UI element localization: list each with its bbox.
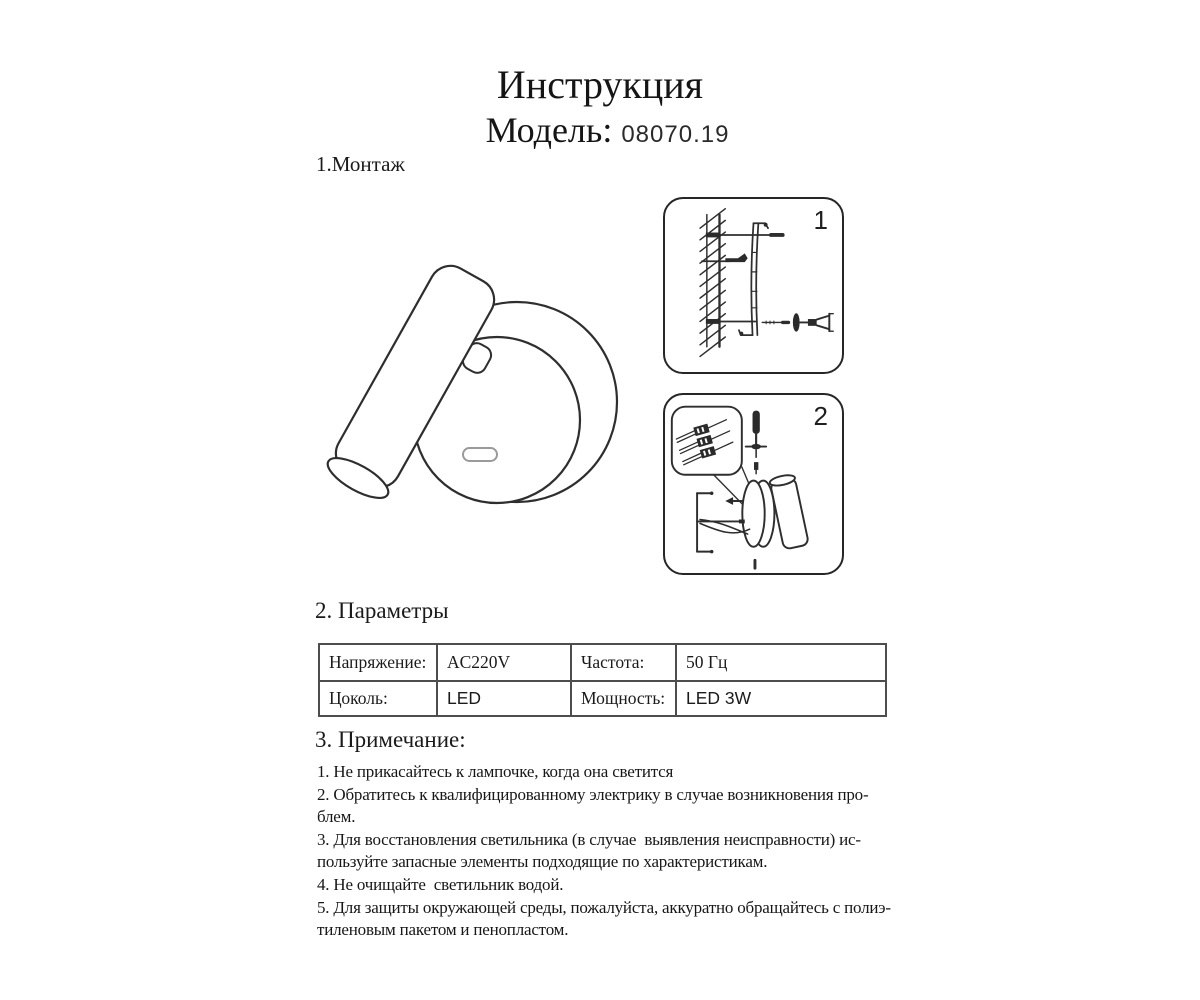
table-row bbox=[319, 681, 886, 716]
model-line bbox=[0, 110, 1200, 155]
param-value-frequency: 50 Гц bbox=[676, 644, 886, 681]
instruction-title: Инструкция bbox=[496, 62, 704, 107]
wall-section bbox=[700, 209, 725, 357]
wall-lamp-illustration bbox=[305, 245, 635, 520]
parameters-table bbox=[318, 643, 887, 717]
model-number: 08070.19 bbox=[621, 121, 730, 148]
param-label-power: Мощность: bbox=[571, 681, 676, 716]
screwdriver-icon bbox=[746, 411, 766, 474]
param-label-frequency: Частота: bbox=[571, 644, 676, 681]
wall-plug-assembly bbox=[762, 313, 833, 331]
mounting-step-2-figure bbox=[663, 393, 844, 575]
notes-section bbox=[317, 761, 957, 942]
figure-number-1: 1 bbox=[813, 205, 828, 235]
param-label-socket: Цоколь: bbox=[319, 681, 437, 716]
note-line: пользуйте запасные элементы подходящие по характеристикам. bbox=[317, 852, 768, 872]
mounting-bracket bbox=[739, 223, 768, 336]
note-line: 1. Не прикасайтесь к лампочке, когда она светится bbox=[317, 762, 674, 781]
small-screw bbox=[754, 462, 758, 470]
mounting-step-1-diagram bbox=[665, 199, 842, 372]
mounting-step-1-figure bbox=[663, 197, 844, 374]
wall-hole-top bbox=[706, 233, 721, 238]
section-heading-notes: 3. Примечание: bbox=[315, 727, 466, 752]
section-heading-montage: 1.Монтаж bbox=[316, 152, 405, 176]
model-label: Модель: bbox=[485, 110, 613, 150]
note-line: 2. Обратитесь к квалифицированному электрику в случае возникновения про- bbox=[317, 784, 869, 804]
mounting-step-2-diagram bbox=[665, 395, 842, 573]
note-line: 3. Для восстановления светильника (в случае выявления неисправности) ис- bbox=[317, 829, 861, 849]
param-value-socket: LED bbox=[437, 681, 571, 716]
arrow-left-icon bbox=[725, 497, 743, 505]
wiring-inset bbox=[672, 407, 742, 475]
table-row bbox=[319, 644, 886, 681]
lamp-switch bbox=[463, 448, 497, 461]
section-heading-parameters: 2. Параметры bbox=[315, 598, 449, 623]
note-line: 5. Для защиты окружающей среды, пожалуйста, аккуратно обращайтесь с полиэ- bbox=[317, 897, 891, 917]
param-value-voltage: AC220V bbox=[437, 644, 571, 681]
param-label-voltage: Напряжение: bbox=[319, 644, 437, 681]
note-line: 4. Не очищайте светильник водой. bbox=[317, 874, 564, 894]
wall-hole-bottom bbox=[706, 319, 721, 324]
note-line: блем. bbox=[317, 807, 356, 827]
wall-hatch bbox=[700, 209, 725, 357]
lamp-side-view bbox=[742, 473, 809, 568]
anchor-middle bbox=[702, 253, 748, 262]
figure-number-2: 2 bbox=[813, 401, 828, 431]
note-line: тиленовым пакетом и пенопластом. bbox=[317, 920, 569, 940]
param-value-power: LED 3W bbox=[676, 681, 886, 716]
